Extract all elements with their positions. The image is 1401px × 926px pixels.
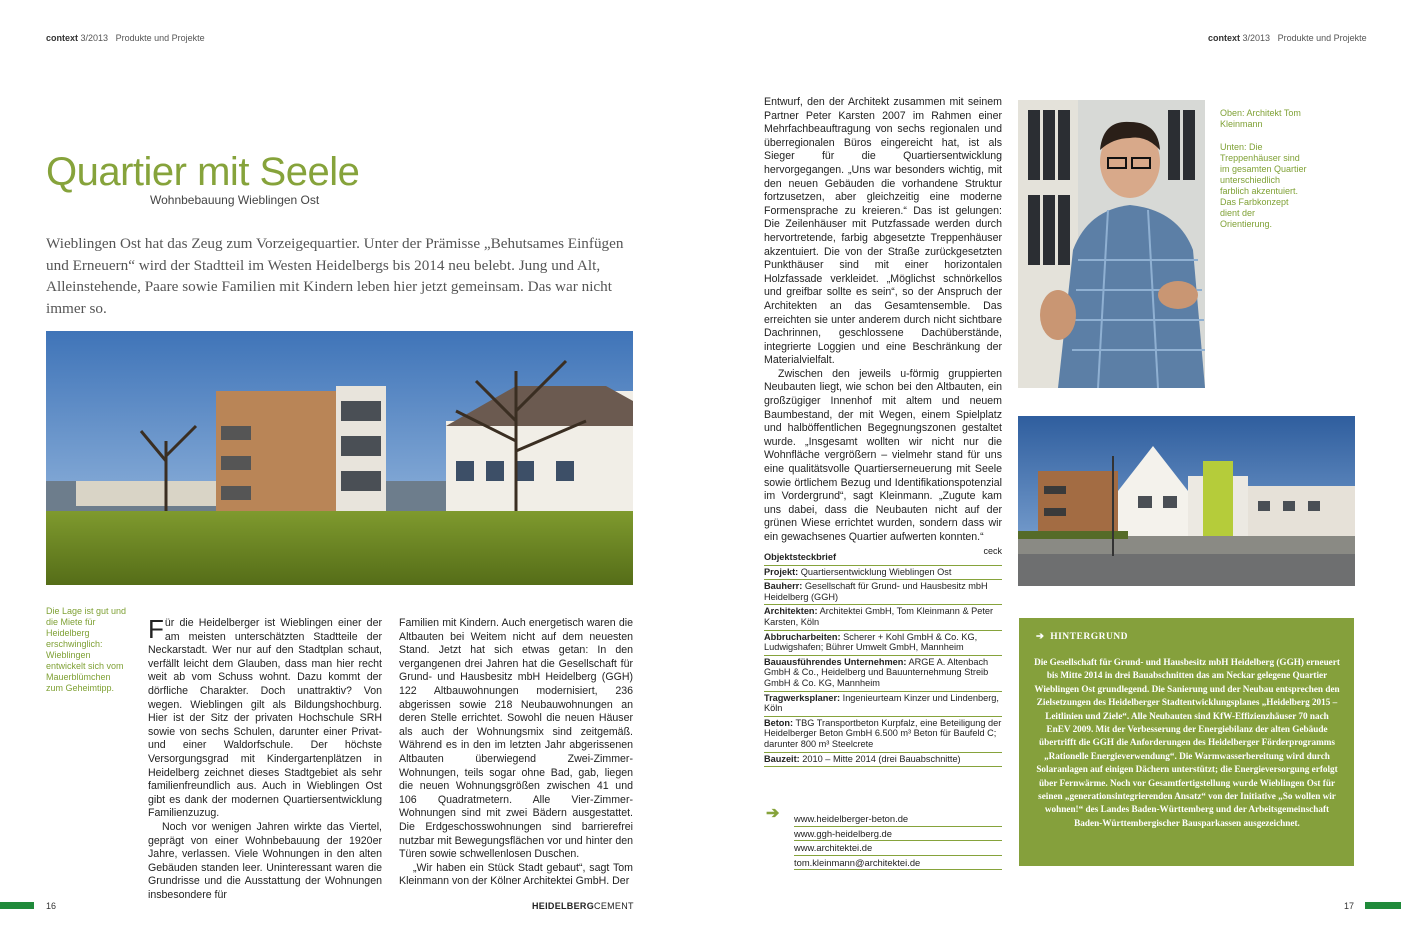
link-architektei[interactable]: www.architektei.de <box>794 841 1002 856</box>
body-column-1 <box>148 614 382 902</box>
factsheet-value: Scherer + Kohl GmbH & Co. KG, Ludwigshafen; Bührer Umwelt GmbH, Mannheim <box>764 631 978 653</box>
factsheet-row <box>764 691 1002 716</box>
article-lead: Wieblingen Ost hat das Zeug zum Vorzeigequartier. Unter der Prämisse „Behutsames Einfügen und Erneuern“ wird der Stadtteil im Westen Heidelbergs bis 2014 neu belebt. Jung und Alt, Alleinstehende, Paare sowie Familien mit Kindern leben hier jetzt gemeinsam. Das war nicht immer so. <box>46 235 624 317</box>
body-column-3 <box>764 96 1002 558</box>
factsheet-label: Tragwerksplaner: <box>764 692 841 703</box>
drop-cap: F <box>148 614 164 644</box>
factsheet-value: Gesellschaft für Grund- und Hausbesitz mbH Heidelberg (GGH) <box>764 581 988 602</box>
factsheet-value: 2010 – Mitte 2014 (drei Bauabschnitte) <box>799 753 961 764</box>
factsheet-label: Beton: <box>764 717 794 728</box>
page-number-left: 16 <box>46 901 57 911</box>
col1-paragraph-2: Noch vor wenigen Jahren wirkte das Viertel, geprägt von einer Wohnbebauung der 1920er Jahre, verlassen. Viele Wohnungen in den alten Gebäuden standen leer. Uninteressant waren die Grundrisse und die Ausstattung der Wohnungen insbesondere für <box>148 820 382 901</box>
factsheet-label: Bauausführendes Unternehmen: <box>764 656 907 667</box>
running-header-right <box>1208 33 1367 43</box>
header-issue: 3/2013 <box>1242 33 1271 43</box>
header-section: Produkte und Projekte <box>115 33 205 43</box>
header-brand: context <box>46 33 79 43</box>
footer-bar-left <box>0 902 34 909</box>
header-issue: 3/2013 <box>80 33 109 43</box>
factsheet-value: Ingenieurteam Kinzer und Lindenberg, Köln <box>764 692 999 714</box>
col3-paragraph-1: Entwurf, den der Architekt zusammen mit seinem Partner Peter Karsten 2007 im Rahmen einer Mehrfachbeauftragung von sechs regionalen und überregionalen Büros eingereicht hat, ist als Sieger für die Quartiersentwicklung hervorgegangen. „Uns war besonders wichtig, mit den neuen Gebäuden die vorhandene Struktur fortzusetzen, aber gleichzeitig eine moderne Formensprache zu kreieren.“ Das ist gelungen: Die Zeilenhäuser mit Putzfassade werden durch hervortretende, farbig abgesetzte Treppenhäuser akzentuiert. Die von der Straße zurückgesetzten Punkthäuser sind mit einer horizontalen Holzfassade verkleidet. „Möglichst schnörkellos und greifbar sollte es sein“, so der Anspruch der Architekten an das Gesamtensemble. Das erreichten sie unter anderem durch nicht sichtbare Dachrinnen, geschlossene Dachüberstände, integrierte Loggien und eine Beschränkung der Materialvielfalt. <box>764 96 1002 367</box>
factsheet-row <box>764 655 1002 691</box>
factsheet-label: Abbrucharbeiten: <box>764 631 841 642</box>
photo-caption-bottom: Unten: Die Treppenhäuser sind im gesamten Quartier unterschiedlich farblich akzentuiert. Das Farbkonzept dient der Orientierung. <box>1220 142 1307 229</box>
link-email-kleinmann[interactable]: tom.kleinmann@architektei.de <box>794 856 1002 871</box>
street-photo <box>1018 416 1355 586</box>
factsheet-value: ARGE A. Altenbach GmbH & Co., Heidelberg und Bauunternehmung Streib GmbH & Co. KG, Mannheim <box>764 656 989 688</box>
factsheet-row <box>764 604 1002 629</box>
factsheet-row <box>764 579 1002 604</box>
background-info-box <box>1019 618 1354 866</box>
link-ggh-heidelberg[interactable]: www.ggh-heidelberg.de <box>794 827 1002 842</box>
factsheet-value: TBG Transportbeton Kurpfalz, eine Beteiligung der Heidelberger Beton GmbH 6.500 m³ Beton für Baufeld C; darunter 800 m³ Steelcrete <box>764 717 1002 749</box>
page-number-right: 17 <box>1344 901 1355 911</box>
factsheet-label: Bauzeit: <box>764 753 800 764</box>
arrow-right-icon: ➔ <box>1036 632 1045 642</box>
article-title: Quartier mit Seele <box>46 150 360 194</box>
link-list <box>794 812 1002 870</box>
body-column-2 <box>399 617 633 889</box>
factsheet-heading: Objektsteckbrief <box>764 552 836 562</box>
arrow-right-icon: ➔ <box>766 805 780 822</box>
col3-paragraph-2: Zwischen den jeweils u-förmig gruppierten Neubauten liegt, wie schon bei den Altbauten, ein großzügiger Innenhof mit altem und neuem Baumbestand, der mit Wegen, einem Spielplatz und halböffentlichen Begegnungszonen gestaltet wurde. „Insgesamt wollten wir nicht nur die Wohnfläche vergrößern – vielmehr stand für uns eine qualitätsvolle Quartierserneuerung mit Seele sowie örtlichem Bezug und Identifikationspotenzial im Vordergrund“, sagt Kleinmann. „Zugute kam uns dabei, dass die Neubauten nicht auf der grünen Wiese errichtet wurden, sondern dass wir ein gewachsenes Quartier aufwerten konnten.“ <box>764 367 1002 543</box>
box-text: Die Gesellschaft für Grund- und Hausbesitz mbH Heidelberg (GGH) erneuert bis Mitte 2014 in drei Bauabschnitten das am Neckar gelegene Quartier Wieblingen Ost grundlegend. Die Sanierung und der Neubau entsprechen den Zielsetzungen des Heidelberger Stadtentwicklungsplanes „Heidelberg 2015 – Leitlinien und Ziele“. Alle Neubauten sind KfW-Effizienzhäuser 70 nach EnEV 2009. Mit der Verbesserung der Energiebilanz der alten Gebäude übertrifft die GGH die Anforderungen des Heidelberger Förderprogramms „Rationelle Energieverwendung“. Die Warmwasserbereitung wird durch Solaranlagen auf einigen Dächern unterstützt; die Energieversorgung erfolgt über Fernwärme. Noch vor Gesamtfertigstellung wurde Wieblingen Ost für seinen „generationsintegrierenden Ansatz“ von der Initiative „So wollen wir wohnen!“ des Landes Baden-Württemberg und der Arbeitsgemeinschaft Baden-Württembergischer Bausparkassen ausgezeichnet. <box>1034 657 1340 828</box>
photo-caption-left: Die Lage ist gut und die Miete für Heidelberg erschwinglich: Wieblingen entwickelt sich vom Mauerblümchen zum Geheimtipp. <box>46 606 127 693</box>
author-sign: ceck <box>983 545 1002 556</box>
project-factsheet <box>764 552 1002 767</box>
factsheet-value: Architektei GmbH, Tom Kleinmann & Peter Karsten, Köln <box>764 606 994 627</box>
col2-paragraph-1: Familien mit Kindern. Auch energetisch waren die Altbauten bei Weitem nicht auf dem neuesten Stand. Jetzt hat sich etwas getan: In den vergangenen drei Jahren hat die Gesellschaft für Grund- und Hausbesitz mbH Heidelberg (GGH) 122 Altbauwohnungen modernisiert, 236 abgerissen sowie 218 Neubauwohnungen an deren Stelle errichtet. Sowohl die neuen Häuser als auch der Wohnungsmix sind zeitgemäß. Während es in den im letzten Jahr abgerissenen Altbauten überwiegend Zwei-Zimmer-Wohnungen, teils sogar ohne Bad, gab, liegen die neuen Wohnungsgrößen zwischen 41 und 106 Quadratmetern. Alle Vier-Zimmer-Wohnungen sind mit zwei Bädern ausgestattet. Die Erdgeschosswohnungen sind barrierefrei nutzbar mit Bewegungsflächen vor und hinter den Türen sowie schwellenlosen Duschen. <box>399 617 633 861</box>
logo-light: CEMENT <box>594 901 634 911</box>
factsheet-value: Quartiersentwicklung Wieblingen Ost <box>798 566 952 577</box>
architect-portrait-photo <box>1018 100 1205 388</box>
factsheet-label: Architekten: <box>764 606 818 617</box>
box-heading <box>1036 631 1128 642</box>
link-heidelberger-beton[interactable]: www.heidelberger-beton.de <box>794 812 1002 827</box>
box-heading-text: HINTERGRUND <box>1050 632 1129 642</box>
header-section: Produkte und Projekte <box>1277 33 1367 43</box>
col1-paragraph-1: ür die Heidelberger ist Wieblingen einer der am meisten unterschätzten Stadtteile der Neckarstadt. Wer nur auf den Stadtplan schaut, verfällt leicht dem Glauben, dass man hier recht weit ab vom Schuss wohnt. Dazu kommt der dörfliche Charakter. Doch unattraktiv? Von wegen. Wieblingen gilt als Bildungshochburg. Hier ist der Sitz der privaten Hochschule SRH sowie von sechs Schulen, darunter einer Privat- und einer Waldorfschule. Der höchste Versorgungsgrad mit Kindergartenplätzen in Heidelberg zeichnet dieses Stadtgebiet als sehr familienfreundlich aus. Auch in Wieblingen Ost gibt es dank der modernen Quartiersentwicklung Familienzuzug. <box>148 617 382 820</box>
factsheet-row <box>764 752 1002 768</box>
factsheet-label: Projekt: <box>764 566 799 577</box>
col2-paragraph-2: „Wir haben ein Stück Stadt gebaut“, sagt Tom Kleinmann von der Kölner Architektei GmbH. Der <box>399 861 633 888</box>
logo-bold: HEIDELBERG <box>532 901 595 911</box>
factsheet-label: Bauherr: <box>764 581 803 592</box>
main-building-photo <box>46 331 633 585</box>
factsheet-row <box>764 630 1002 655</box>
photo-caption-top: Oben: Architekt Tom Kleinmann <box>1220 108 1301 129</box>
factsheet-row <box>764 565 1002 580</box>
article-subtitle: Wohnbebauung Wieblingen Ost <box>150 193 320 207</box>
running-header-left <box>46 33 205 43</box>
footer-bar-right <box>1365 902 1401 909</box>
header-brand: context <box>1208 33 1241 43</box>
factsheet-row <box>764 716 1002 752</box>
heidelbergcement-logo <box>532 901 634 911</box>
